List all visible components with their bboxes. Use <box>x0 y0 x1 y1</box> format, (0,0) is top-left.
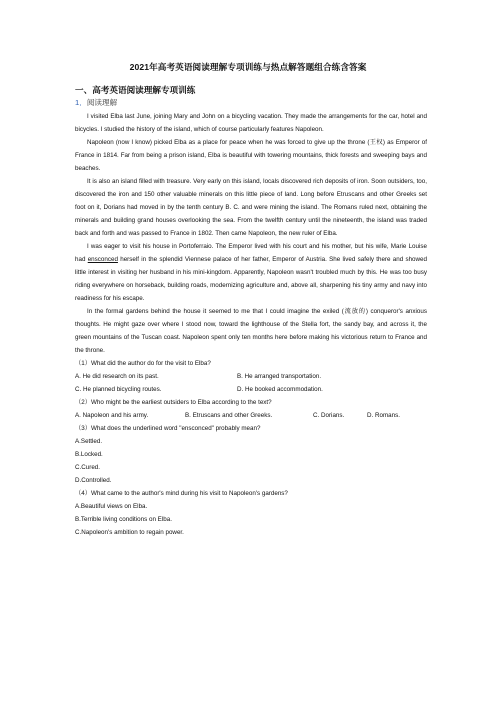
option-d: D. He booked accommodation. <box>237 386 323 393</box>
question-4: （4）What came to the author's mind during his visit to Napoleon's gardens? <box>75 490 288 497</box>
question-1: （1）What did the author do for the visit to Elba? <box>75 360 211 367</box>
option-c: C.Cured. <box>75 464 101 471</box>
question-3: （3）What does the underlined word "ensconced" probably mean? <box>75 425 261 432</box>
option-b: B.Locked. <box>75 451 103 458</box>
paragraph-text: I was eager to visit his house in Portoferraio. The Emperor lived with his court and his mother, but his wife, Marie Louise had <box>75 243 427 263</box>
item-label: 阅读理解 <box>86 98 118 107</box>
question-2: （2）Who might be the earliest outsiders to Elba according to the text? <box>75 399 272 406</box>
option-c: C.Napoleon's ambition to regain power. <box>75 529 184 536</box>
option-c: C. Dorians. <box>313 412 345 419</box>
option-c: C. He planned bicycling routes. <box>75 386 162 393</box>
item-number: 1． <box>75 98 87 107</box>
option-a: A.Settled. <box>75 438 103 445</box>
document-title: 2021年高考英语阅读理解专项训练与热点解答题组合练含答案 <box>129 62 367 72</box>
option-a: A. He did research on its past. <box>75 373 159 380</box>
option-b: B.Terrible living conditions on Elba. <box>75 516 172 523</box>
paragraph: It is also an island filled with treasure. Very early on this island, locals discovered rich deposits of iron. Soon outsiders, too, discovered the iron and 150 other valuable minerals on this little piece of land. Long before Etruscans and other Greeks set foot on it, Dorians had moved in by the tenth century B. C. and were mining the island. The Romans ruled next, obtaining the minerals and building grand houses overlooking the sea. From the twelfth century until the nineteenth, the island was traded back and forth and was passed to France in 1802. Then came Napoleon, the new ruler of Elba. <box>75 178 427 237</box>
paragraph: Napoleon (now I know) picked Elba as a place for peace when he was forced to give up the throne (王权) as Emperor of France in 1814. Far from being a prison island, Elba is beautiful with towering mountains, thick forests and sweeping bays and beaches. <box>75 139 427 172</box>
section-heading: 一、高考英语阅读理解专项训练 <box>75 85 196 95</box>
paragraph: In the formal gardens behind the house it seemed to me that I could imagine the exiled (流放的) conqueror's anxious thoughts. He might gaze over where I stood now, toward the lighthouse of the Stella fort, the sandy bay, and across it, the green mountains of the Tuscan coast. Napoleon spent only ten months here before making his victorious return to France and the throne. <box>75 308 427 354</box>
options-row <box>75 383 427 396</box>
item-heading <box>75 97 117 108</box>
option-b: B. Etruscans and other Greeks. <box>185 412 273 419</box>
option-a: A.Beautiful views on Elba. <box>75 503 148 510</box>
option-a: A. Napoleon and his army. <box>75 412 149 419</box>
paragraph-text: herself in the splendid Viennese palace of her father, Emperor of Austria. She lived safely there and showed little interest in visiting her husband in his mini-kingdom. Apparently, Napoleon wasn't troubled much by this. He was too busy riding everywhere on horseback, building roads, modernizing agriculture and, above all, sharpening his tiny army and navy into readiness for his escape. <box>75 256 427 302</box>
option-d: D. Romans. <box>367 412 400 419</box>
option-d: D.Controlled. <box>75 477 112 484</box>
options-row <box>75 370 427 383</box>
paragraph: I visited Elba last June, joining Mary and John on a bicycling vacation. They made the arrangements for the car, hotel and bicycles. I studied the history of the island, which of course particularly features Napoleon. <box>75 113 427 133</box>
option-b: B. He arranged transportation. <box>237 373 322 380</box>
passage-body <box>75 110 427 539</box>
paragraph <box>75 240 427 305</box>
options-row <box>75 409 427 422</box>
underlined-word: ensconced <box>87 256 118 263</box>
